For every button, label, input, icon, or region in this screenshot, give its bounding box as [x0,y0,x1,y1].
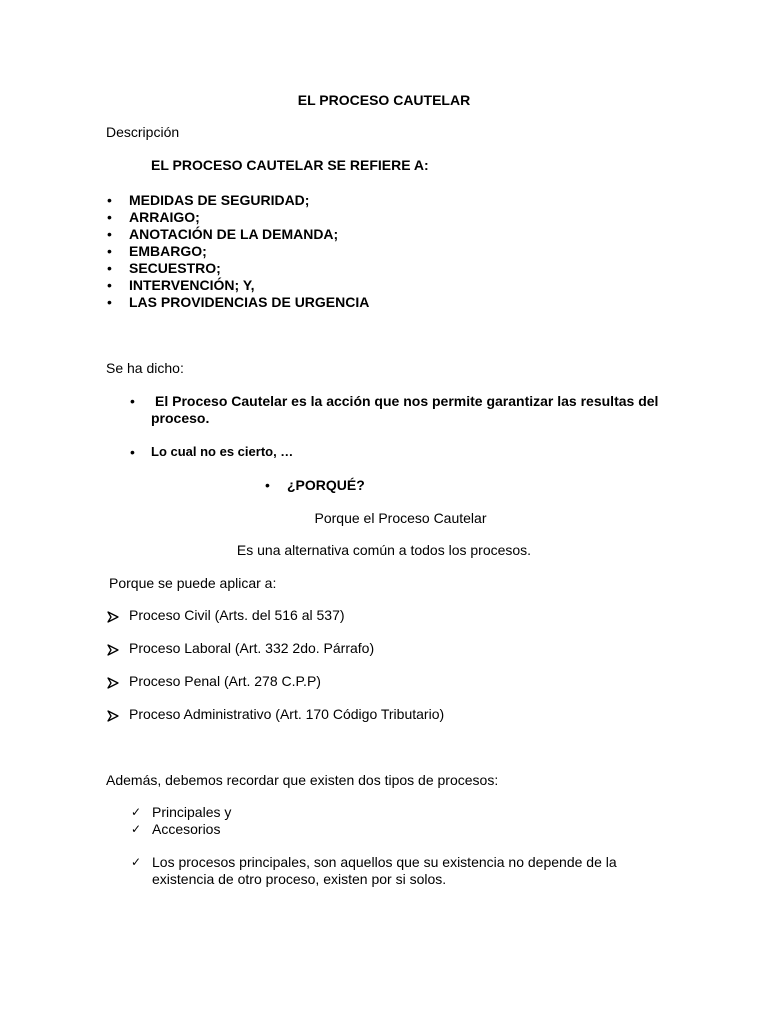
document-title: EL PROCESO CAUTELAR [297,92,471,108]
se-ha-dicho-label: Se ha dicho: [106,360,184,376]
bullet-icon: • [107,260,112,276]
list-item: SECUESTRO; [129,260,221,276]
list-item: Proceso Penal (Art. 278 C.P.P) [129,673,321,689]
principales-line2: existencia de otro proceso, existen por si solos. [152,871,447,887]
checkmark-icon: ✓ [131,805,142,819]
principales-line1: Los procesos principales, son aquellos que su existencia no depende de la [152,854,617,870]
descripcion-label: Descripción [106,124,180,140]
porque-question: ¿PORQUÉ? [287,477,365,493]
list-item: Accesorios [152,821,221,837]
list-item: EMBARGO; [129,243,207,259]
bullet-icon: • [107,294,112,310]
bullet-icon: • [265,477,270,493]
list-item: INTERVENCIÓN; Y, [129,277,255,293]
claim-1-line2: proceso. [151,410,210,426]
list-item: Proceso Civil (Arts. del 516 al 537) [129,607,345,623]
list-item: Proceso Laboral (Art. 332 2do. Párrafo) [129,640,375,656]
list-item: ARRAIGO; [129,209,200,225]
list-item: Proceso Administrativo (Art. 170 Código Tributario) [129,706,445,722]
list-item: MEDIDAS DE SEGURIDAD; [129,192,310,208]
claim-1-line1: El Proceso Cautelar es la acción que nos permite garantizar las resultas del [155,393,659,409]
arrow-bullet-icon [107,708,119,724]
claim-2: Lo cual no es cierto, … [151,444,294,459]
bullet-icon: • [107,277,112,293]
section-subtitle: EL PROCESO CAUTELAR SE REFIERE A: [151,157,429,173]
list-item: Principales y [152,804,232,820]
list-item: LAS PROVIDENCIAS DE URGENCIA [129,294,370,310]
list-item: ANOTACIÓN DE LA DEMANDA; [129,226,339,242]
arrow-bullet-icon [107,609,119,625]
arrow-bullet-icon [107,642,119,658]
aplicar-intro: Porque se puede aplicar a: [109,575,277,591]
checkmark-icon: ✓ [131,855,142,869]
bullet-icon: • [107,209,112,225]
answer-line1: Porque el Proceso Cautelar [314,510,487,526]
answer-line2: Es una alternativa común a todos los procesos. [236,542,532,558]
arrow-bullet-icon [107,675,119,691]
bullet-icon: • [107,226,112,242]
checkmark-icon: ✓ [131,822,142,836]
bullet-icon: • [107,243,112,259]
bullet-icon: • [107,192,112,208]
tipos-intro: Además, debemos recordar que existen dos tipos de procesos: [106,772,499,788]
bullet-icon: • [130,393,135,409]
bullet-icon: • [130,444,135,460]
